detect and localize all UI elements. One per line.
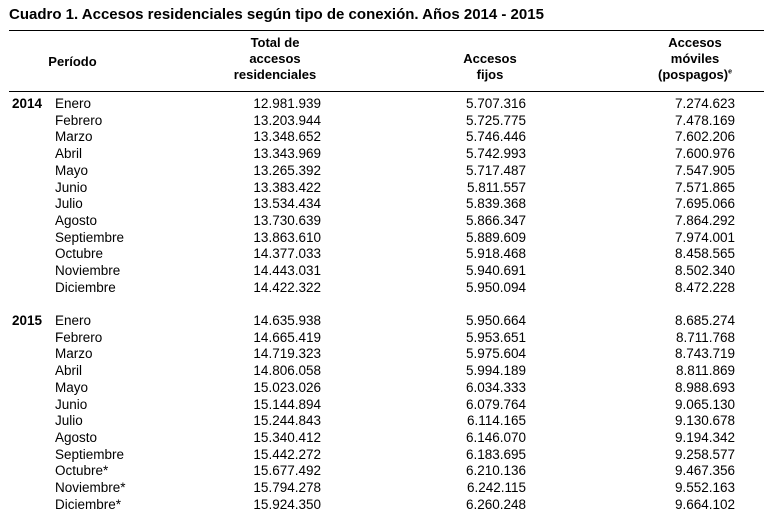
table-row xyxy=(0,397,765,413)
month-cell: Septiembre xyxy=(55,229,125,245)
total-cell: 15.442.272 xyxy=(253,446,321,462)
table-row xyxy=(0,280,765,296)
fijos-cell: 5.811.557 xyxy=(466,179,526,195)
moviles-cell: 8.711.768 xyxy=(675,329,735,345)
total-cell: 13.348.652 xyxy=(253,129,321,145)
moviles-cell: 9.194.342 xyxy=(674,429,735,445)
year-label: 2014 xyxy=(12,96,43,111)
moviles-cell: 7.478.169 xyxy=(674,112,735,128)
header-periodo-label: Período xyxy=(48,54,97,69)
total-cell: 15.340.412 xyxy=(253,429,321,445)
month-cell: Mayo xyxy=(55,162,89,178)
month-cell: Abril xyxy=(55,363,83,379)
month-cell: Mayo xyxy=(55,379,89,395)
month-cell: Noviembre* xyxy=(55,480,126,495)
header-moviles-line3-text: (pospagos) xyxy=(658,67,729,82)
fijos-cell: 6.034.333 xyxy=(465,379,526,395)
header-total-line2: accesos xyxy=(249,51,301,66)
total-cell: 14.377.033 xyxy=(253,246,321,262)
fijos-cell: 6.146.070 xyxy=(465,429,526,445)
header-fijos xyxy=(425,51,555,83)
month-cell: Enero xyxy=(55,313,92,328)
fijos-cell: 5.953.651 xyxy=(465,329,526,345)
moviles-cell: 9.467.356 xyxy=(674,463,735,479)
header-total-line3: residenciales xyxy=(233,67,317,82)
moviles-cell: 9.664.102 xyxy=(674,496,735,512)
top-rule xyxy=(9,30,764,31)
total-cell: 15.924.350 xyxy=(253,496,321,512)
table-row xyxy=(0,363,765,379)
header-total-line1: Total de xyxy=(250,35,300,50)
fijos-cell: 5.889.609 xyxy=(465,229,526,245)
table-row xyxy=(0,497,765,513)
header-fijos-line1: Accesos xyxy=(463,51,517,66)
month-cell: Diciembre xyxy=(55,279,116,295)
month-cell: Julio xyxy=(55,196,83,212)
fijos-cell: 6.183.695 xyxy=(465,446,526,462)
month-cell: Julio xyxy=(55,413,83,429)
fijos-cell: 5.742.993 xyxy=(465,146,526,162)
table-row xyxy=(0,346,765,362)
month-cell: Octubre* xyxy=(55,463,109,479)
month-cell: Octubre xyxy=(55,246,104,262)
fijos-cell: 6.079.764 xyxy=(465,396,526,412)
moviles-cell: 7.974.001 xyxy=(674,229,735,245)
total-cell: 14.635.938 xyxy=(253,313,321,328)
total-cell: 13.203.944 xyxy=(253,112,321,128)
table-row xyxy=(0,463,765,479)
moviles-cell: 8.502.340 xyxy=(674,263,735,278)
table-row xyxy=(0,480,765,496)
total-cell: 13.265.392 xyxy=(253,162,321,178)
month-cell: Septiembre xyxy=(55,446,125,462)
total-cell: 14.443.031 xyxy=(253,263,321,278)
footnote-marker: e xyxy=(728,68,732,76)
total-cell: 14.806.058 xyxy=(253,363,321,379)
total-cell: 15.023.026 xyxy=(253,379,321,395)
total-cell: 14.422.322 xyxy=(253,279,321,295)
header-moviles-line2: móviles xyxy=(670,51,720,66)
moviles-cell: 7.571.865 xyxy=(674,179,735,195)
table-row xyxy=(0,246,765,262)
month-cell: Diciembre* xyxy=(55,496,122,512)
fijos-cell: 6.242.115 xyxy=(466,480,526,495)
header-total xyxy=(210,35,340,83)
fijos-cell: 5.746.446 xyxy=(465,129,526,145)
total-cell: 15.794.278 xyxy=(253,480,321,495)
total-cell: 13.534.434 xyxy=(253,196,321,212)
fijos-cell: 5.707.316 xyxy=(465,96,526,111)
month-cell: Abril xyxy=(55,146,83,162)
table-row xyxy=(0,447,765,463)
table-row xyxy=(0,146,765,162)
month-cell: Marzo xyxy=(55,346,93,362)
moviles-cell: 8.988.693 xyxy=(674,379,735,395)
month-cell: Marzo xyxy=(55,129,93,145)
table-row xyxy=(0,313,765,329)
fijos-cell: 5.994.189 xyxy=(465,363,526,379)
header-moviles-line1: Accesos xyxy=(668,35,722,50)
table-row xyxy=(0,129,765,145)
table-row xyxy=(0,263,765,279)
table-row xyxy=(0,213,765,229)
table-row xyxy=(0,330,765,346)
month-cell: Febrero xyxy=(55,112,103,128)
month-cell: Febrero xyxy=(55,329,103,345)
fijos-cell: 5.866.347 xyxy=(465,212,526,228)
table-row xyxy=(0,196,765,212)
table-row xyxy=(0,430,765,446)
month-cell: Junio xyxy=(55,396,88,412)
fijos-cell: 5.725.775 xyxy=(465,112,526,128)
fijos-cell: 5.717.487 xyxy=(465,162,526,178)
month-cell: Noviembre xyxy=(55,263,121,278)
moviles-cell: 8.685.274 xyxy=(674,313,735,328)
header-rule xyxy=(9,91,764,92)
month-cell: Agosto xyxy=(55,429,98,445)
table-row xyxy=(0,180,765,196)
month-cell: Enero xyxy=(55,96,92,111)
month-cell: Agosto xyxy=(55,212,98,228)
header-moviles xyxy=(630,35,760,83)
moviles-cell: 7.274.623 xyxy=(674,96,735,111)
fijos-cell: 6.260.248 xyxy=(465,496,526,512)
table-row xyxy=(0,113,765,129)
total-cell: 13.863.610 xyxy=(253,229,321,245)
total-cell: 15.677.492 xyxy=(253,463,321,479)
fijos-cell: 6.114.165 xyxy=(466,413,526,429)
fijos-cell: 5.975.604 xyxy=(465,346,526,362)
table-row xyxy=(0,163,765,179)
moviles-cell: 7.547.905 xyxy=(674,162,735,178)
moviles-cell: 9.065.130 xyxy=(674,396,735,412)
total-cell: 13.343.969 xyxy=(253,146,321,162)
moviles-cell: 7.864.292 xyxy=(674,212,735,228)
total-cell: 13.730.639 xyxy=(253,212,321,228)
moviles-cell: 8.811.869 xyxy=(675,363,735,379)
fijos-cell: 5.839.368 xyxy=(465,196,526,212)
fijos-cell: 5.950.094 xyxy=(465,279,526,295)
total-cell: 14.719.323 xyxy=(253,346,321,362)
table-title: Cuadro 1. Accesos residenciales según tipo de conexión. Años 2014 - 2015 xyxy=(9,6,544,23)
table-row xyxy=(0,230,765,246)
total-cell: 12.981.939 xyxy=(253,96,321,111)
moviles-cell: 7.602.206 xyxy=(674,129,735,145)
total-cell: 15.144.894 xyxy=(253,396,321,412)
total-cell: 14.665.419 xyxy=(253,329,321,345)
table-row xyxy=(0,413,765,429)
moviles-cell: 9.258.577 xyxy=(674,446,735,462)
total-cell: 13.383.422 xyxy=(253,179,321,195)
fijos-cell: 6.210.136 xyxy=(465,463,526,479)
month-cell: Junio xyxy=(55,179,88,195)
table-row xyxy=(0,96,765,112)
moviles-cell: 9.130.678 xyxy=(674,413,735,429)
year-label: 2015 xyxy=(12,313,43,328)
table-row xyxy=(0,380,765,396)
header-moviles-line3 xyxy=(630,67,760,83)
moviles-cell: 8.458.565 xyxy=(674,246,735,262)
moviles-cell: 8.472.228 xyxy=(674,279,735,295)
moviles-cell: 7.695.066 xyxy=(674,196,735,212)
moviles-cell: 8.743.719 xyxy=(674,346,735,362)
moviles-cell: 7.600.976 xyxy=(674,146,735,162)
header-periodo xyxy=(20,54,125,70)
fijos-cell: 5.940.691 xyxy=(465,263,526,278)
header-fijos-line2: fijos xyxy=(476,67,504,82)
total-cell: 15.244.843 xyxy=(253,413,321,429)
fijos-cell: 5.918.468 xyxy=(465,246,526,262)
fijos-cell: 5.950.664 xyxy=(465,313,526,328)
moviles-cell: 9.552.163 xyxy=(674,480,735,495)
